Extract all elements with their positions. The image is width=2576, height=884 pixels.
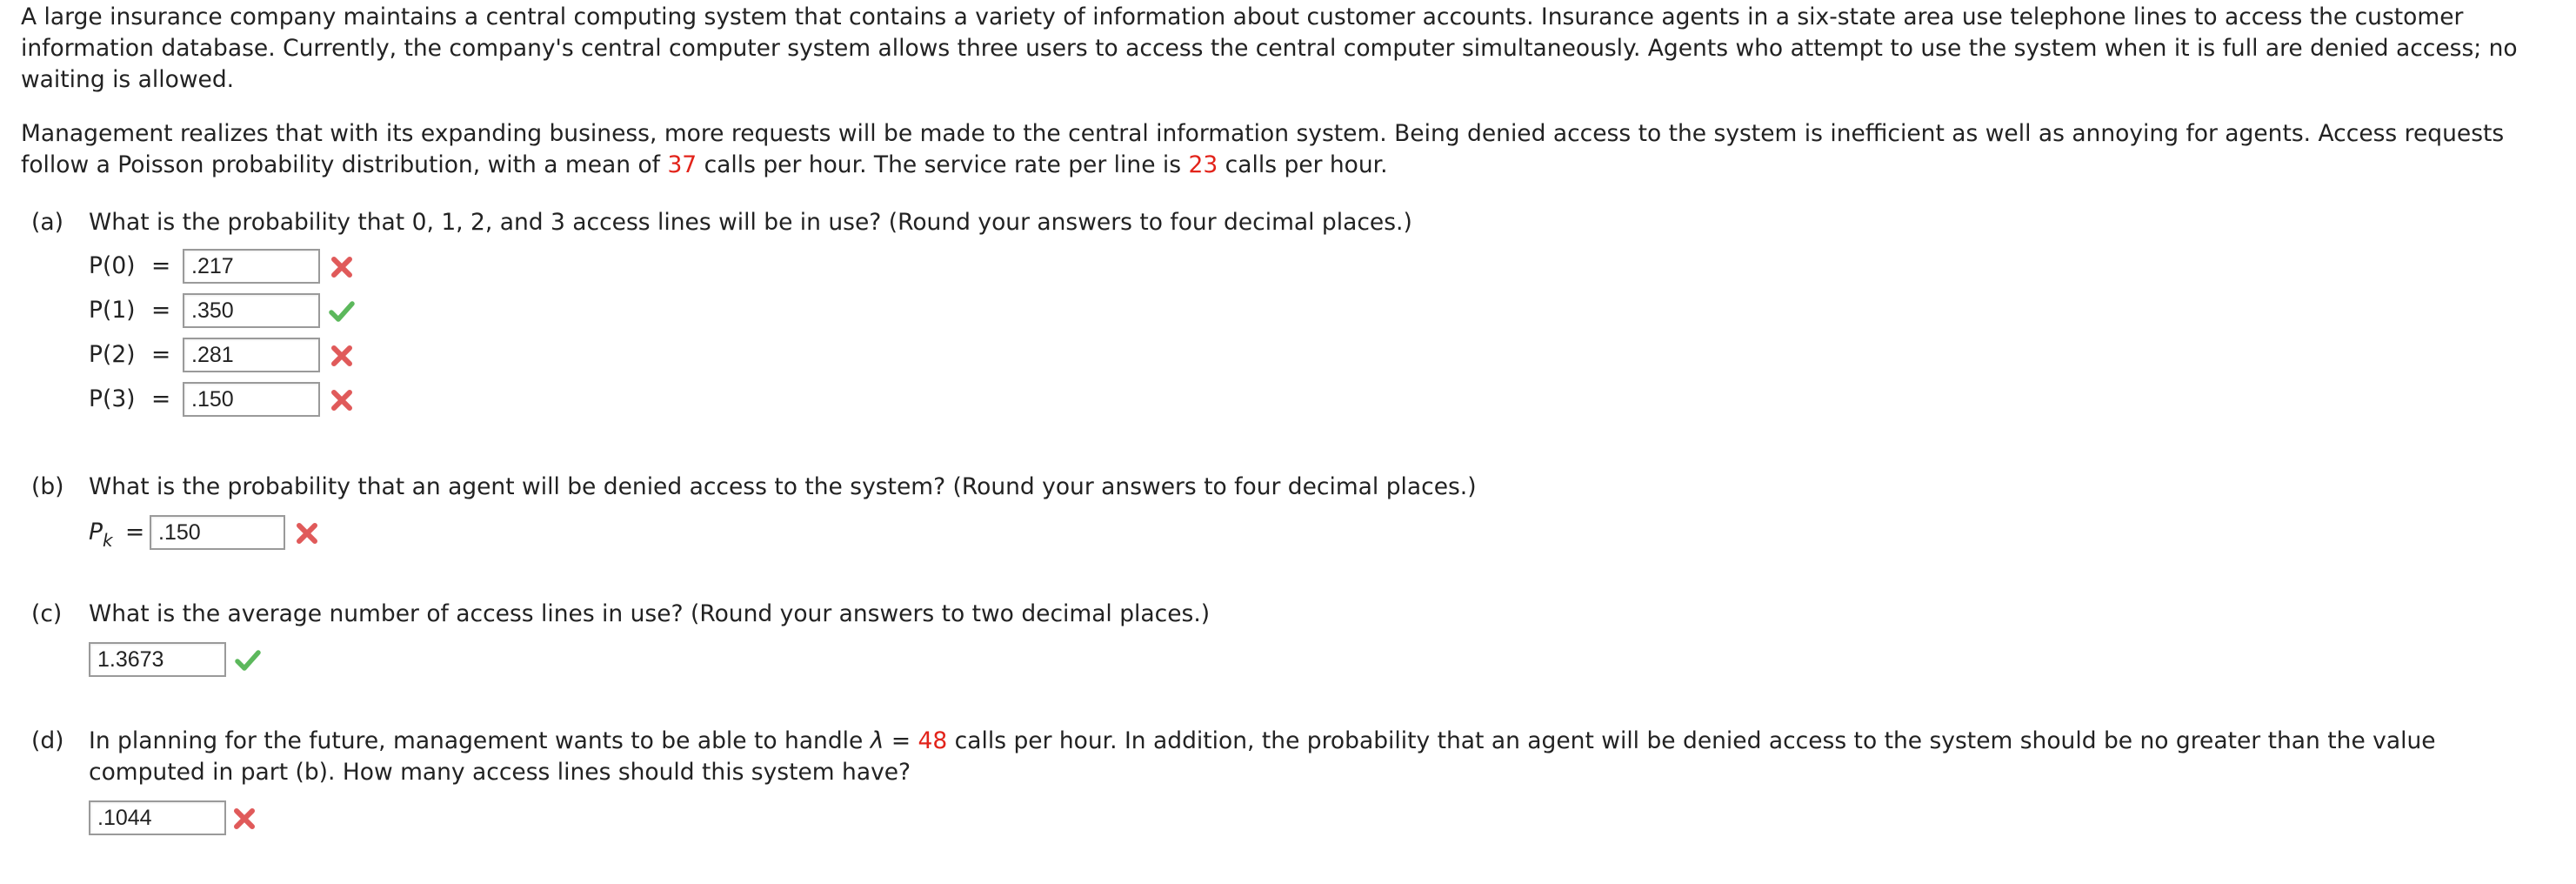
part-d-question: [89, 726, 2559, 788]
intro-paragraph-1: A large insurance company maintains a central computing system that contains a variety of information about customer accounts. Insurance agents in a six-state area use telephone lines to access the customer information database. Currently, the company's central computer system allows three users to access the central computer simultaneously. Agents who attempt to use the system when it is full are denied access; no waiting is allowed.: [21, 3, 2518, 93]
p1-label: P(1): [89, 297, 136, 324]
p0-answer-input[interactable]: .217: [183, 249, 320, 284]
intro-text-1: Management realizes that with its expanding business, more requests will be made to the central information system. Being denied access to the system is inefficient as well as annoying for agents. Access requests follow a Poisson probability distribution, with a mean of: [21, 120, 2505, 178]
correct-check-icon: [235, 647, 261, 673]
part-b-text: What is the probability that an agent will be denied access to the system? (Round your answers to four decimal places.): [89, 473, 1477, 500]
pk-label: [89, 513, 113, 559]
pk-answer-input[interactable]: .150: [150, 515, 285, 550]
part-a-text: What is the probability that 0, 1, 2, and 3 access lines will be in use? (Round your answers to four decimal places.): [89, 209, 1412, 236]
part-b-question: [31, 472, 1477, 503]
p3-label: P(3): [89, 385, 136, 412]
mean-value: 37: [667, 151, 697, 178]
equals-sign: =: [151, 385, 171, 412]
part-a-label: (a): [31, 209, 63, 236]
part-d-text-1: In planning for the future, management wants to be able to handle: [89, 727, 871, 754]
average-lines-answer-input[interactable]: 1.3673: [89, 642, 226, 677]
service-rate-value: 23: [1188, 151, 1218, 178]
correct-check-icon: [329, 298, 355, 325]
equals-sign: =: [151, 252, 171, 279]
incorrect-x-icon: [294, 520, 320, 546]
part-c-label: (c): [31, 600, 63, 627]
p0-label: P(0): [89, 252, 136, 279]
part-c-text: What is the average number of access lines in use? (Round your answers to two decimal places.): [89, 600, 1211, 627]
lambda-symbol: λ: [870, 727, 884, 754]
intro-paragraph-2: [21, 118, 2552, 181]
equals-sign: =: [151, 341, 171, 368]
pk-var: P: [89, 519, 103, 546]
p3-answer-input[interactable]: .150: [183, 382, 320, 417]
intro-text-3: calls per hour.: [1218, 151, 1388, 178]
incorrect-x-icon: [231, 806, 257, 832]
part-c-question: [31, 599, 1210, 630]
part-a-question: [31, 207, 1412, 238]
equals-sign: =: [151, 297, 171, 324]
incorrect-x-icon: [329, 387, 355, 413]
part-d-equals: =: [884, 727, 918, 754]
part-d-label-line: [31, 726, 89, 757]
lambda-value: 48: [918, 727, 948, 754]
equals-sign: =: [125, 519, 145, 546]
p2-answer-input[interactable]: .281: [183, 338, 320, 372]
p1-answer-input[interactable]: .350: [183, 293, 320, 328]
pk-subscript: k: [102, 530, 113, 551]
intro-text-2: calls per hour. The service rate per line is: [697, 151, 1189, 178]
p2-label: P(2): [89, 341, 136, 368]
access-lines-answer-input[interactable]: .1044: [89, 800, 226, 835]
incorrect-x-icon: [329, 343, 355, 369]
part-b-label: (b): [31, 473, 64, 500]
part-d-text-2: calls per hour. In addition, the probability that an agent will be denied access to the system should be no greater than the value computed in part (b). How many access lines should this system have?: [89, 727, 2436, 786]
incorrect-x-icon: [329, 254, 355, 280]
part-d-label: (d): [31, 727, 64, 754]
